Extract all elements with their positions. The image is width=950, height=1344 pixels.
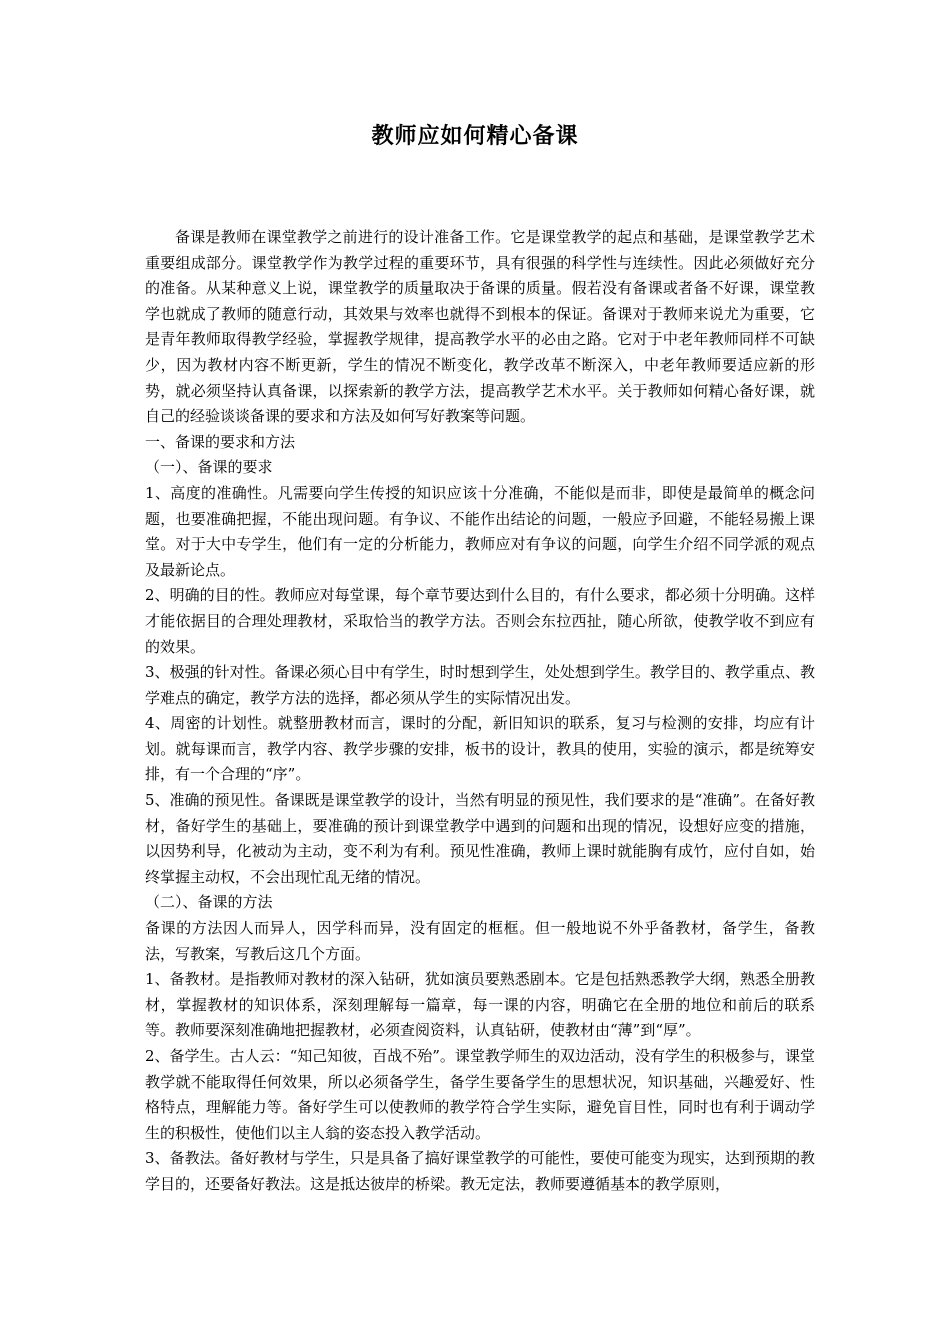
- method-item: 1、备教材。是指教师对教材的深入钻研，犹如演员要熟悉剧本。它是包括熟悉教学大纲，熟悉全册教材，掌握教材的知识体系，深刻理解每一篇章，每一课的内容，明确它在全册的地位和前后的联系等。教师要深刻准确地把握教材，必须查阅资料，认真钻研，使教材由“薄”到“厚”。: [145, 970, 815, 1040]
- subsection-heading: （一）、备课的要求: [145, 458, 273, 477]
- requirement-item: 1、高度的准确性。凡需要向学生传授的知识应该十分准确，不能似是而非，即使是最简单的概念问题，也要准确把握，不能出现问题。有争议、不能作出结论的问题，一般应予回避，不能轻易搬上课堂。对于大中专学生，他们有一定的分析能力，教师应对有争议的问题，向学生介绍不同学派的观点及最新论点。: [145, 483, 815, 579]
- document-title: 教师应如何精心备课: [371, 124, 579, 149]
- method-item: 2、备学生。古人云：“知己知彼，百战不殆”。课堂教学师生的双边活动，没有学生的积极参与，课堂教学就不能取得任何效果，所以必须备学生，备学生要备学生的思想状况，知识基础，兴趣爱好、性格特点，理解能力等。备好学生可以使教师的教学符合学生实际，避免盲目性，同时也有利于调动学生的积极性，使他们以主人翁的姿态投入教学活动。: [145, 1047, 815, 1142]
- intro-paragraph: 备课是教师在课堂教学之前进行的设计准备工作。它是课堂教学的起点和基础，是课堂教学艺术重要组成部分。课堂教学作为教学过程的重要环节，具有很强的科学性与连续性。因此必须做好充分的准备。从某种意义上说，课堂教学的质量取决于备课的质量。假若没有备课或者备不好课，课堂教学也就成了教师的随意行动，其效果与效率也就得不到根本的保证。备课对于教师来说尤为重要，它是青年教师取得教学经验，掌握教学规律，提高教学水平的必由之路。它对于中老年教师同样不可缺少，因为教材内容不断更新，学生的情况不断变化，教学改革不断深入，中老年教师要适应新的形势，就必须坚持认真备课，以探索新的教学方法，提高教学艺术水平。关于教师如何精心备好课，就自己的经验谈谈备课的要求和方法及如何写好教案等问题。: [145, 228, 815, 426]
- body-paragraph: 备课的方法因人而异人，因学科而异，没有固定的框框。但一般地说不外乎备教材，备学生，备教法，写教案，写教后这几个方面。: [145, 919, 815, 963]
- requirement-item: 4、周密的计划性。就整册教材而言，课时的分配，新旧知识的联系，复习与检测的安排，均应有计划。就每课而言，教学内容、教学步骤的安排，板书的设计，教具的使用，实验的演示，都是统筹安排，有一个合理的“序”。: [145, 714, 815, 784]
- section-heading: 一、备课的要求和方法: [145, 432, 296, 451]
- requirement-item: 3、极强的针对性。备课必须心目中有学生，时时想到学生，处处想到学生。教学目的、教学重点、教学难点的确定，教学方法的选择，都必须从学生的实际情况出发。: [145, 663, 815, 707]
- subsection-heading: （二）、备课的方法: [145, 893, 273, 912]
- requirement-item: 5、准确的预见性。备课既是课堂教学的设计，当然有明显的预见性，我们要求的是“准确”。在备好教材，备好学生的基础上，要准确的预计到课堂教学中遇到的问题和出现的情况，设想好应变的措施，以因势利导，化被动为主动，变不利为有利。预见性准确，教师上课时就能胸有成竹，应付自如，始终掌握主动权，不会出现忙乱无绪的情况。: [145, 791, 815, 886]
- requirement-item: 2、明确的目的性。教师应对每堂课，每个章节要达到什么目的，有什么要求，都必须十分明确。这样才能依据目的合理处理教材，采取恰当的教学方法。否则会东拉西扯，随心所欲，使教学收不到应有的效果。: [145, 586, 815, 656]
- document-body: [145, 225, 815, 1198]
- method-item: 3、备教法。备好教材与学生，只是具备了搞好课堂教学的可能性，要使可能变为现实，达到预期的教学目的，还要备好教法。这是抵达彼岸的桥梁。教无定法，教师要遵循基本的教学原则，: [145, 1149, 815, 1193]
